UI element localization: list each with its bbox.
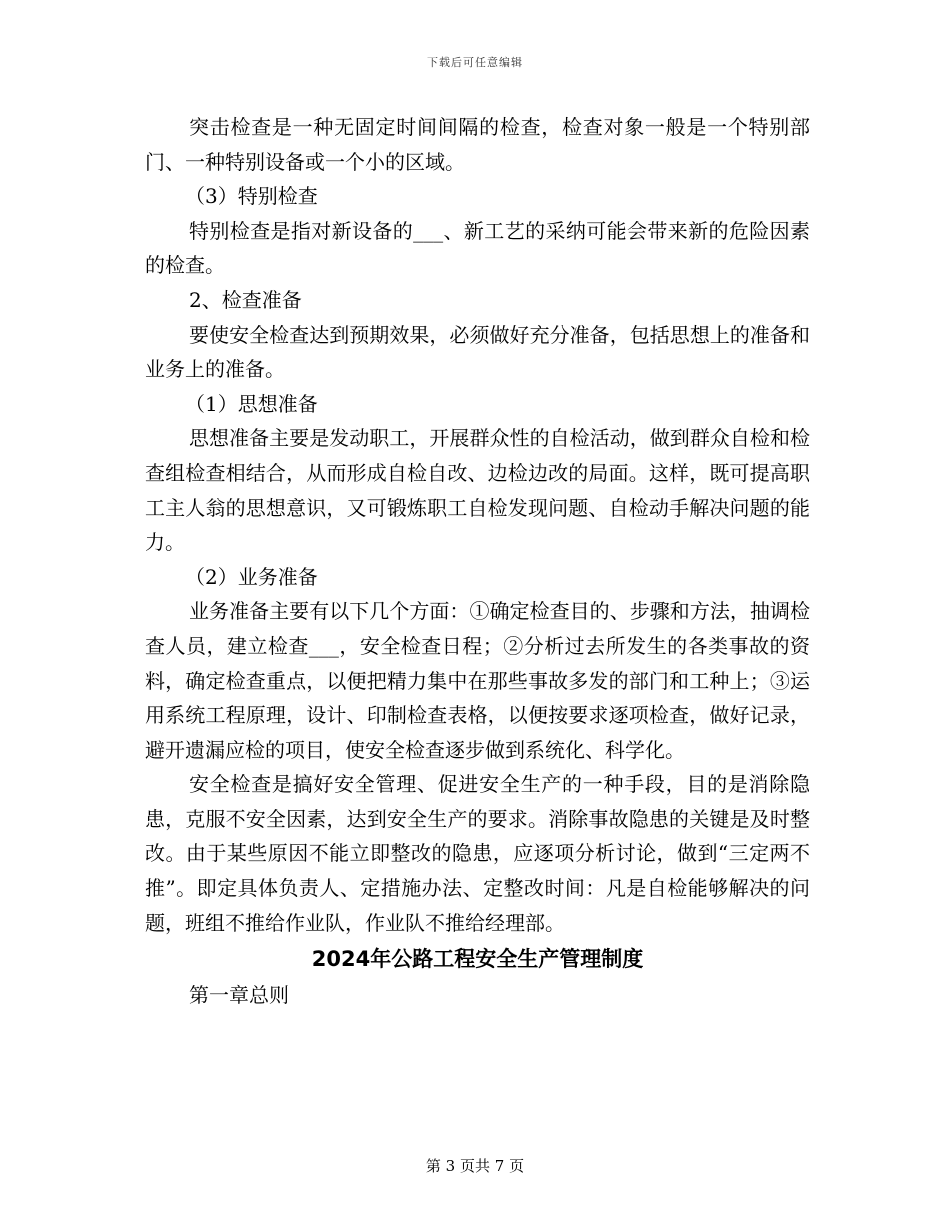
page-number: 第 3 页共 7 页 xyxy=(425,1157,525,1175)
paragraph-business-preparation: 业务准备主要有以下几个方面：①确定检查目的、步骤和方法，抽调检查人员，建立检查___，安全检查日程；②分析过去所发生的各类事故的资料，确定检查重点，以便把精力集中在那些事故多发的部门和工种上；③运用系统工程原理，设计、印制检查表格，以便按要求逐项检查，做好记录，避开遗漏应检的项目，使安全检查逐步做到系统化、科学化。 xyxy=(145,599,810,762)
heading-inspection-preparation: 2、检查准备 xyxy=(189,287,302,312)
chapter-heading: 第一章总则 xyxy=(189,983,289,1008)
heading-business-preparation: （2）业务准备 xyxy=(185,564,318,589)
paragraph-mental-preparation: 思想准备主要是发动职工，开展群众性的自检活动，做到群众自检和检查组检查相结合，从而形成自检自改、边检边改的局面。这样，既可提高职工主人翁的思想意识，又可锻炼职工自检发现问题、自检动手解决问题的能力。 xyxy=(145,426,810,555)
heading-mental-preparation: （1）思想准备 xyxy=(185,391,318,416)
paragraph-surprise-inspection: 突击检查是一种无固定时间间隔的检查，检查对象一般是一个特别部门、一种特别设备或一个小的区域。 xyxy=(145,115,810,174)
paragraph-special-inspection: 特别检查是指对新设备的___、新工艺的采纳可能会带来新的危险因素的检查。 xyxy=(145,218,810,278)
section-title: 2024年公路工程安全生产管理制度 xyxy=(311,947,644,972)
paragraph-safety-inspection-purpose: 安全检查是搞好安全管理、促进安全生产的一种手段，目的是消除隐患，克服不安全因素，达到安全生产的要求。消除事故隐患的关键是及时整改。由于某些原因不能立即整改的隐患，应逐项分析讨论，做到“三定两不推”。即定具体负责人、定措施办法、定整改时间：凡是自检能够解决的问题，班组不推给作业队，作业队不推给经理部。 xyxy=(145,772,810,935)
document-body xyxy=(145,110,810,1013)
page-header-note: 下载后可任意编辑 xyxy=(427,56,523,69)
paragraph-preparation-intro: 要使安全检查达到预期效果，必须做好充分准备，包括思想上的准备和业务上的准备。 xyxy=(145,322,810,382)
heading-special-inspection: （3）特别检查 xyxy=(185,184,318,209)
